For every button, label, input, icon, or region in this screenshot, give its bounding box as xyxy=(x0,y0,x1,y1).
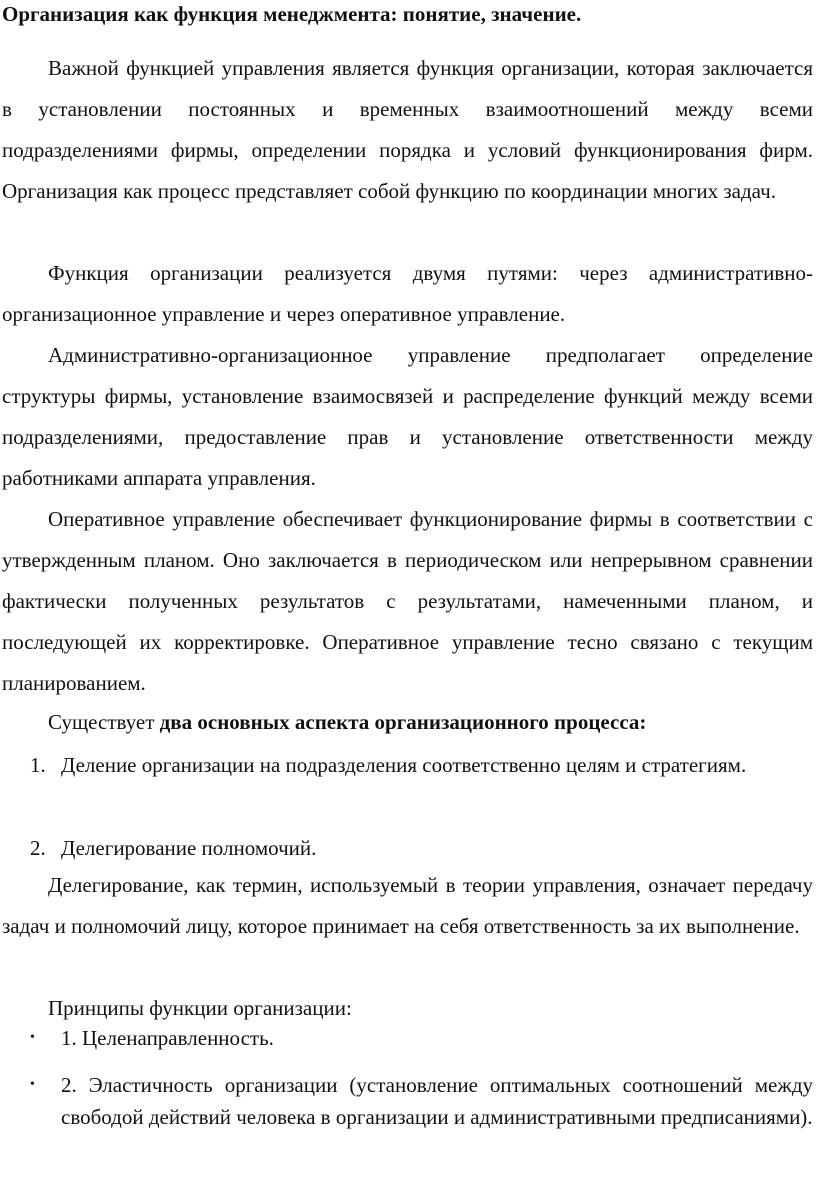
aspect-item-1 xyxy=(30,747,813,783)
paragraph-2: Функция организации реализуется двумя путями: через административно-организационное управление и через оперативное управление. xyxy=(2,261,813,326)
aspect-text: Деление организации на подразделения соответственно целям и стратегиям. xyxy=(61,753,747,777)
aspect-text: Делегирование полномочий. xyxy=(61,836,317,860)
principle-item-1 xyxy=(30,1022,813,1054)
principle-item-2 xyxy=(30,1069,813,1133)
principle-text: 1. Целенаправленность. xyxy=(61,1026,274,1050)
bullet-icon: • xyxy=(30,1030,35,1045)
paragraph-1: Важной функцией управления является функция организации, которая заключается в установлении постоянных и временных взаимоотношений между всеми подразделениями фирмы, определении порядка и условий функционирования фирм. Организация как процесс представляет собой функцию по координации многих задач. xyxy=(2,56,813,203)
paragraph-3: Административно-организационное управление предполагает определение структуры фирмы, установление взаимосвязей и распределение функций между всеми подразделениями, предоставление прав и установление ответственности между работниками аппарата управления. xyxy=(2,343,813,490)
aspects-intro-bold: два основных аспекта организационного процесса: xyxy=(159,710,647,734)
paragraph-4: Оперативное управление обеспечивает функционирование фирмы в соответствии с утвержденным планом. Оно заключается в периодическом или непрерывном сравнении фактически полученных результатов с результатами, намеченными планом, и последующей их корректировке. Оперативное управление тесно связано с текущим планированием. xyxy=(2,507,813,695)
principle-text: 2. Эластичность организации (установление оптимальных соотношений между свободой действий человека в организации и административными предписаниями). xyxy=(61,1073,813,1129)
aspect-number: 1. xyxy=(30,753,46,777)
aspect-item-2 xyxy=(30,830,813,866)
aspect-number: 2. xyxy=(30,836,46,860)
principles-title: Принципы функции организации: xyxy=(48,996,352,1020)
bullet-icon: • xyxy=(30,1077,35,1092)
aspects-intro xyxy=(48,710,646,735)
document-title: Организация как функция менеджмента: понятие, значение. xyxy=(2,2,582,26)
aspects-intro-text: Существует xyxy=(48,710,160,734)
paragraph-delegation: Делегирование, как термин, используемый в теории управления, означает передачу задач и полномочий лицу, которое принимает на себя ответственность за их выполнение. xyxy=(2,873,813,938)
